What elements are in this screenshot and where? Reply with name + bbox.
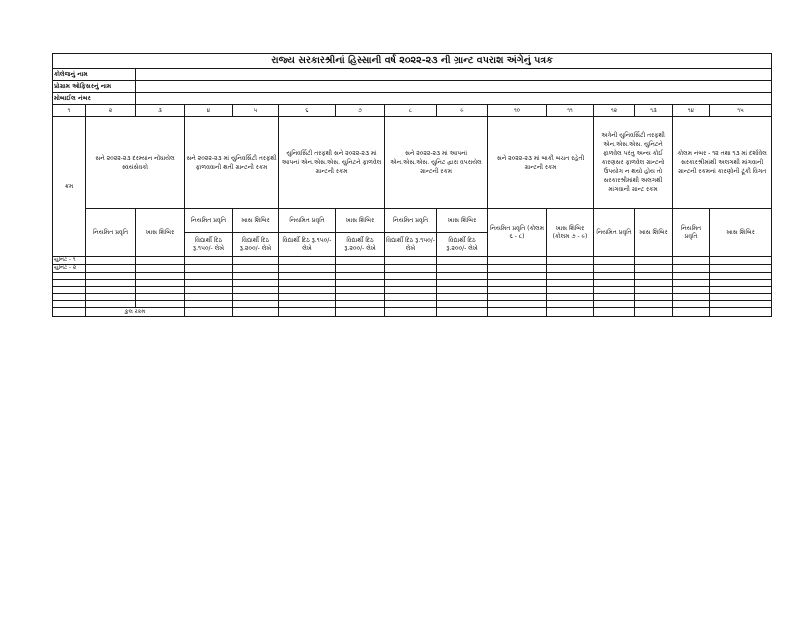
column-number: ૧૨ bbox=[594, 105, 635, 117]
cell[interactable] bbox=[673, 308, 710, 317]
cell[interactable] bbox=[673, 301, 710, 308]
cell[interactable] bbox=[336, 308, 385, 317]
cell[interactable] bbox=[635, 301, 673, 308]
cell[interactable] bbox=[710, 257, 772, 265]
cell[interactable] bbox=[185, 265, 233, 273]
balance-special-header: ખાસ શિબિર (કોલમ ૭ - ૯) bbox=[547, 209, 594, 257]
cell[interactable] bbox=[86, 301, 136, 308]
cell[interactable] bbox=[488, 273, 547, 280]
column-number: ૧૫ bbox=[710, 105, 772, 117]
reasons-regular-header: નિયમિત પ્રવૃતિ bbox=[673, 209, 710, 257]
cell[interactable] bbox=[710, 280, 772, 287]
cell[interactable] bbox=[136, 265, 185, 273]
cell[interactable] bbox=[547, 308, 594, 317]
cell[interactable] bbox=[233, 280, 279, 287]
univ-allocated-regular-header: નિયમિત પ્રવૃતિ bbox=[279, 209, 336, 233]
cell[interactable] bbox=[136, 301, 185, 308]
cell[interactable] bbox=[710, 294, 772, 301]
college-name-field[interactable] bbox=[136, 69, 772, 81]
cell[interactable] bbox=[547, 273, 594, 280]
cell[interactable] bbox=[710, 265, 772, 273]
cell[interactable] bbox=[437, 301, 488, 308]
request-regular-header: નિયમિત પ્રવૃતિ bbox=[594, 209, 635, 257]
cell[interactable] bbox=[594, 301, 635, 308]
column-number: ૯ bbox=[437, 105, 488, 117]
cell[interactable] bbox=[710, 273, 772, 280]
total-label: કુલ રકમ bbox=[86, 308, 185, 317]
cell[interactable] bbox=[437, 257, 488, 265]
cell[interactable] bbox=[710, 287, 772, 294]
unit-used-grant-header: સને ૨૦૨૨-૨૩ માં આપનાં એન.એસ.એસ. યુનિટ દ્વારા વપરાયેલ ગ્રાન્ટની રકમ bbox=[385, 117, 488, 209]
reasons-special-header: ખાસ શિબિર bbox=[710, 209, 772, 257]
cell[interactable] bbox=[488, 294, 547, 301]
cell[interactable] bbox=[673, 287, 710, 294]
table-row bbox=[53, 273, 772, 280]
column-number: ૧ bbox=[53, 105, 86, 117]
cell[interactable] bbox=[336, 273, 385, 280]
cell[interactable] bbox=[185, 280, 233, 287]
cell[interactable] bbox=[385, 308, 437, 317]
cell[interactable] bbox=[385, 287, 437, 294]
cell[interactable] bbox=[594, 273, 635, 280]
cell[interactable] bbox=[385, 257, 437, 265]
cell[interactable] bbox=[673, 273, 710, 280]
cell[interactable] bbox=[136, 294, 185, 301]
rate-special: વિદ્યાર્થી દિઠ રૂ.૨૦૦/- લેખે bbox=[233, 233, 279, 257]
cell[interactable] bbox=[437, 280, 488, 287]
cell[interactable] bbox=[594, 280, 635, 287]
table-row bbox=[53, 301, 772, 308]
cell[interactable] bbox=[336, 265, 385, 273]
university-allocated-grant-header: યુનિવર્સિટી તરફથી સને ૨૦૨૨-૨૩ માં આપનાં એન.એસ.એસ. યુનિટને ફાળવેલ ગ્રાન્ટની રકમ bbox=[279, 117, 385, 209]
cell[interactable] bbox=[635, 287, 673, 294]
cell[interactable] bbox=[385, 265, 437, 273]
reasons-header: કોલમ નંબર - ૧૨ તથા ૧૩ માં દર્શાવેલ સરકારશ્રીમાંથી અલગથી માંગવાની ગ્રાન્ટની રકમનાં કારણોની ટૂંકી વિગત bbox=[673, 117, 772, 209]
cell[interactable] bbox=[336, 280, 385, 287]
cell[interactable] bbox=[673, 257, 710, 265]
cell[interactable] bbox=[336, 294, 385, 301]
cell[interactable] bbox=[279, 308, 336, 317]
column-number: ૧૩ bbox=[635, 105, 673, 117]
cell[interactable] bbox=[488, 308, 547, 317]
cell[interactable] bbox=[385, 301, 437, 308]
cell[interactable] bbox=[279, 301, 336, 308]
cell[interactable] bbox=[86, 287, 136, 294]
cell[interactable] bbox=[488, 257, 547, 265]
cell[interactable] bbox=[279, 257, 336, 265]
cell[interactable] bbox=[437, 265, 488, 273]
info-row-college bbox=[53, 69, 772, 81]
cell[interactable] bbox=[336, 287, 385, 294]
cell[interactable] bbox=[547, 287, 594, 294]
university-expected-grant-header: સને ૨૦૨૨-૨૩ માં યુનિવર્સિટી તરફથી ફાળવવાની થતી ગ્રાન્ટની રકમ bbox=[185, 117, 279, 209]
volunteers-header: સને ૨૦૨૨-૨૩ દરમ્યાન નોંધાયેલ સ્વયંસેવકો bbox=[86, 117, 185, 209]
cell[interactable] bbox=[673, 265, 710, 273]
cell[interactable] bbox=[336, 301, 385, 308]
cell[interactable] bbox=[233, 301, 279, 308]
column-number: ૧૦ bbox=[488, 105, 547, 117]
column-number: ૧૧ bbox=[547, 105, 594, 117]
cell[interactable] bbox=[233, 308, 279, 317]
table-row bbox=[53, 265, 772, 273]
column-number: ૮ bbox=[385, 105, 437, 117]
cell[interactable] bbox=[710, 308, 772, 317]
univ-expected-special-header: ખાસ શિબિર bbox=[233, 209, 279, 233]
cell[interactable] bbox=[547, 301, 594, 308]
table-row bbox=[53, 294, 772, 301]
cell[interactable] bbox=[136, 273, 185, 280]
column-number: ૩ bbox=[136, 105, 185, 117]
cell[interactable] bbox=[336, 257, 385, 265]
cell[interactable] bbox=[86, 265, 136, 273]
form-title: રાજ્ય સરકારશ્રીનાં હિસ્સાની વર્ષ ૨૦૨૨-૨૩ ની ગ્રાન્ટ વપરાશ અંગેનું પત્રક bbox=[53, 54, 772, 69]
mobile-number-field[interactable] bbox=[136, 93, 772, 105]
rate-regular: વિદ્યાર્થી દિઠ રૂ.૧૫૦/- લેખે bbox=[385, 233, 437, 257]
cell[interactable] bbox=[437, 273, 488, 280]
cell[interactable] bbox=[233, 273, 279, 280]
rate-special: વિદ્યાર્થી દિઠ રૂ.૨૦૦/- લેખે bbox=[437, 233, 488, 257]
college-name-label: કોલેજનું નામ bbox=[53, 69, 136, 81]
cell[interactable] bbox=[86, 257, 136, 265]
cell[interactable] bbox=[279, 273, 336, 280]
grant-usage-form bbox=[52, 53, 771, 317]
additional-grant-request-header: અત્રેની યુનિવર્સિટી તરફથી એન.એસ.એસ. યુનિટને ફાળવેલ પરંતુ અન્ય કોઈ કારણસર ફાળવેલ ગ્રાન્ટનો ઉપયોગ ન થયો હોય તો સરકારશ્રીમાંથી અલગથી માંગવાની ગ્રાન્ટ રકમ bbox=[594, 117, 673, 209]
rate-special: વિદ્યાર્થી દિઠ રૂ.૨૦૦/- લેખે bbox=[336, 233, 385, 257]
cell[interactable] bbox=[488, 280, 547, 287]
volunteers-special-header: ખાસ શિબિર bbox=[136, 209, 185, 257]
cell[interactable] bbox=[635, 257, 673, 265]
cell[interactable] bbox=[673, 280, 710, 287]
cell[interactable] bbox=[86, 294, 136, 301]
cell[interactable] bbox=[594, 257, 635, 265]
cell[interactable] bbox=[233, 287, 279, 294]
mobile-number-label: મોબાઈલ નંબર bbox=[53, 93, 136, 105]
cell[interactable] bbox=[86, 273, 136, 280]
column-number: ૭ bbox=[336, 105, 385, 117]
cell[interactable] bbox=[488, 287, 547, 294]
cell[interactable] bbox=[673, 294, 710, 301]
cell[interactable] bbox=[635, 294, 673, 301]
unit-label: યુનિટ - ૧ bbox=[53, 257, 86, 265]
balance-regular-header: નિયમિત પ્રવૃતિ (કોલમ ૬ - ૮) bbox=[488, 209, 547, 257]
cell[interactable] bbox=[279, 287, 336, 294]
unit-label bbox=[53, 287, 86, 294]
column-number: ૪ bbox=[185, 105, 233, 117]
program-officer-label: પ્રોગ્રામ ઓફિસરનું નામ bbox=[53, 81, 136, 93]
cell[interactable] bbox=[233, 257, 279, 265]
cell[interactable] bbox=[547, 257, 594, 265]
unit-label: યુનિટ - ૨ bbox=[53, 265, 86, 273]
unit-label bbox=[53, 273, 86, 280]
cell[interactable] bbox=[185, 294, 233, 301]
cell[interactable] bbox=[136, 287, 185, 294]
unit-label bbox=[53, 294, 86, 301]
request-special-header: ખાસ શિબિર bbox=[635, 209, 673, 257]
cell[interactable] bbox=[185, 273, 233, 280]
cell[interactable] bbox=[547, 294, 594, 301]
unit-label bbox=[53, 301, 86, 308]
cell[interactable] bbox=[385, 273, 437, 280]
cell[interactable] bbox=[635, 273, 673, 280]
cell[interactable] bbox=[136, 257, 185, 265]
cell[interactable] bbox=[547, 280, 594, 287]
cell[interactable] bbox=[279, 265, 336, 273]
column-number: ૨ bbox=[86, 105, 136, 117]
column-number: ૫ bbox=[233, 105, 279, 117]
unit-label bbox=[53, 280, 86, 287]
header-row-main bbox=[53, 117, 772, 209]
cell[interactable] bbox=[635, 308, 673, 317]
cell bbox=[53, 308, 86, 317]
column-number: ૧૪ bbox=[673, 105, 710, 117]
serial-header: ક્રમ bbox=[53, 117, 86, 257]
cell[interactable] bbox=[635, 280, 673, 287]
header-row-sub bbox=[53, 209, 772, 233]
unit-used-special-header: ખાસ શિબિર bbox=[437, 209, 488, 233]
cell[interactable] bbox=[437, 294, 488, 301]
balance-grant-header: સને ૨૦૨૨-૨૩ માં બાકી બચત રહેતી ગ્રાન્ટની રકમ bbox=[488, 117, 594, 209]
cell[interactable] bbox=[185, 287, 233, 294]
table-row bbox=[53, 257, 772, 265]
cell[interactable] bbox=[385, 280, 437, 287]
cell[interactable] bbox=[279, 280, 336, 287]
univ-expected-regular-header: નિયમિત પ્રવૃતિ bbox=[185, 209, 233, 233]
cell[interactable] bbox=[594, 287, 635, 294]
cell[interactable] bbox=[710, 301, 772, 308]
program-officer-field[interactable] bbox=[136, 81, 772, 93]
table-row bbox=[53, 280, 772, 287]
table-row bbox=[53, 287, 772, 294]
cell[interactable] bbox=[385, 294, 437, 301]
cell[interactable] bbox=[488, 265, 547, 273]
cell[interactable] bbox=[488, 301, 547, 308]
cell[interactable] bbox=[185, 308, 233, 317]
cell[interactable] bbox=[594, 308, 635, 317]
rate-regular: વિદ્યાર્થી દિઠ રૂ.૧૫૦/- લેખે bbox=[185, 233, 233, 257]
total-row bbox=[53, 308, 772, 317]
univ-allocated-special-header: ખાસ શિબિર bbox=[336, 209, 385, 233]
cell[interactable] bbox=[279, 294, 336, 301]
cell[interactable] bbox=[233, 294, 279, 301]
unit-used-regular-header: નિયમિત પ્રવૃતિ bbox=[385, 209, 437, 233]
info-row-program-officer bbox=[53, 81, 772, 93]
column-number-row bbox=[53, 105, 772, 117]
cell[interactable] bbox=[437, 308, 488, 317]
cell[interactable] bbox=[437, 287, 488, 294]
cell[interactable] bbox=[136, 280, 185, 287]
cell[interactable] bbox=[185, 257, 233, 265]
column-number: ૬ bbox=[279, 105, 336, 117]
cell[interactable] bbox=[635, 265, 673, 273]
rate-regular: વિદ્યાર્થી દિઠ રૂ.૧૫૦/- લેખે bbox=[279, 233, 336, 257]
cell[interactable] bbox=[594, 294, 635, 301]
cell[interactable] bbox=[594, 265, 635, 273]
cell[interactable] bbox=[547, 265, 594, 273]
info-row-mobile bbox=[53, 93, 772, 105]
grant-usage-table bbox=[52, 53, 772, 317]
cell[interactable] bbox=[185, 301, 233, 308]
cell[interactable] bbox=[233, 265, 279, 273]
cell[interactable] bbox=[86, 280, 136, 287]
volunteers-regular-header: નિયમિત પ્રવૃતિ bbox=[86, 209, 136, 257]
